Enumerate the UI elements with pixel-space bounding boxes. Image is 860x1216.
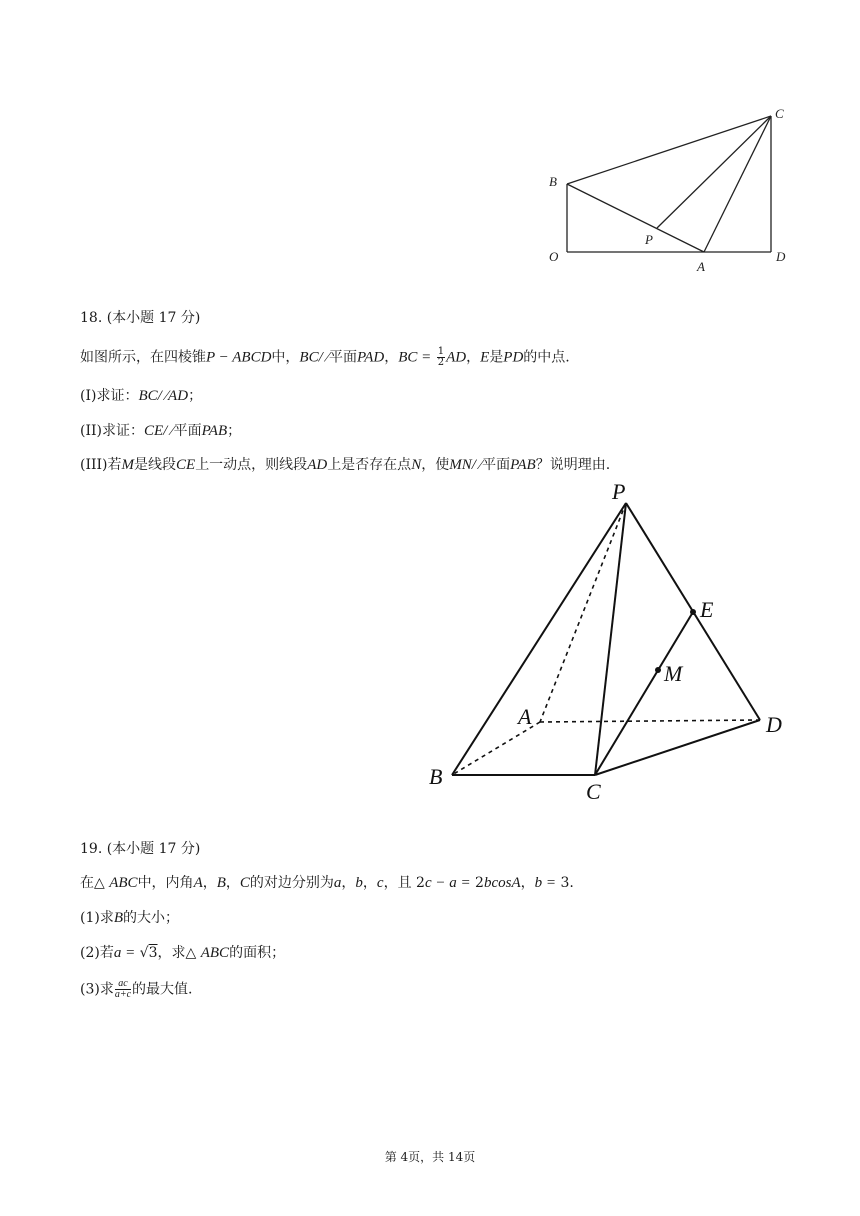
point-E [690,609,696,615]
label-A: A [697,259,705,274]
edge-BC [567,116,771,184]
edge-CA [704,116,771,252]
q18-part3: (III)若M是线段CE上一动点，则线段AD上是否存在点N，使MN/ ⁄平面PAB？说明理由. [80,457,611,473]
q19-intro: 在△ ABC中，内角A，B，C的对边分别为a，b，c，且 2c − a = 2bcosA，b = 3. [80,875,574,891]
label-A: A [518,704,532,729]
label-D: D [776,249,786,264]
edge-CD [595,720,760,775]
q18-intro: 如图所示，在四棱锥P − ABCD中，BC/ ⁄平面PAD，BC = $\frac{1}{2}$ AD，E是PD的中点. [80,346,570,368]
q19-header: 19. (本小题 17 分) [80,841,201,857]
q18-part2: (II)求证：CE/ ⁄平面PAB； [80,423,242,439]
figure-quadrilateral [0,0,860,300]
edge-AB-hidden [452,722,540,775]
label-P: P [612,479,626,504]
label-P: P [645,232,653,247]
q18-header: 18. (本小题 17 分) [80,310,201,326]
label-D: D [766,712,782,737]
point-M [655,667,661,673]
figure-pyramid [0,475,860,815]
label-B: B [429,764,443,789]
fraction-ac-over-a-plus-c: $\frac{ac}{a+c}$ [114,978,132,1000]
q19-part3: (3)求 $\frac{ac}{a+c}$ 的最大值. [80,978,193,1000]
q19-part2: (2)若a = √3，求△ ABC的面积； [80,945,286,961]
q19-part1: (1)求B的大小； [80,910,180,926]
fraction-one-half: $\frac{1}{2}$ [437,346,445,368]
page-footer: 第 4页，共 14页 [384,1150,476,1164]
label-B: B [549,174,557,189]
label-C: C [775,106,784,121]
label-C: C [586,779,601,804]
edge-CE [595,612,693,775]
edge-AD-hidden [540,720,760,722]
edge-BA [567,184,704,252]
label-M: M [664,661,683,686]
label-O: O [549,249,559,264]
q18-part1: (I)求证：BC/ ⁄AD； [80,388,203,404]
edge-CP [657,116,771,228]
label-E: E [700,597,714,622]
